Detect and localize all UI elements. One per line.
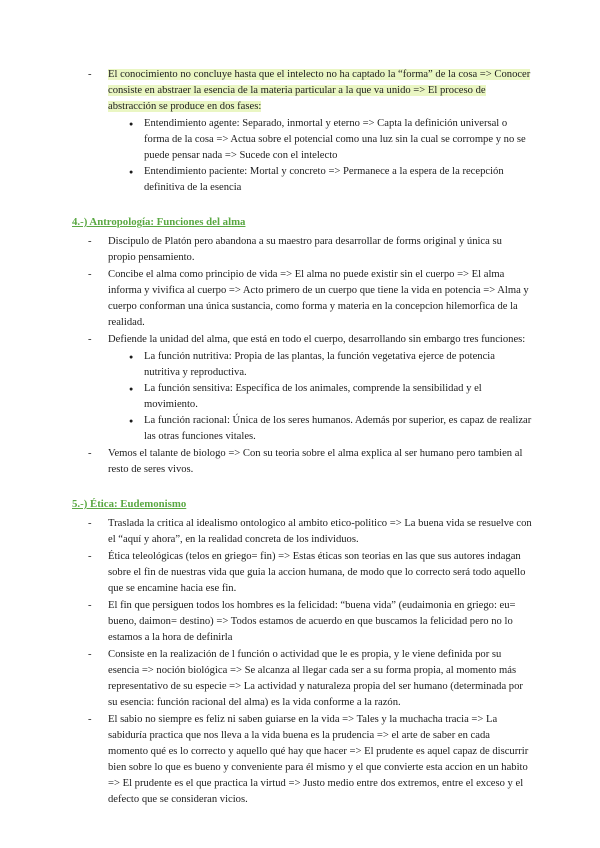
bullet-item: [108, 413, 532, 445]
list-item: [72, 67, 532, 196]
list-item: [72, 598, 532, 646]
bullet-text: La función nutritiva: Propia de las plantas, la función vegetativa ejerce de potencia nutritiva y reproductiva.: [144, 351, 495, 378]
bullet-text: La función racional: Única de los seres humanos. Además por superior, es capaz de realizar las otras funciones vitales.: [144, 415, 532, 442]
bullet-item: [108, 349, 532, 381]
soul-functions-list: [108, 349, 532, 445]
bullet-text: La función sensitiva: Específica de los animales, comprende la sensibilidad y el movimiento.: [144, 383, 482, 410]
paragraph-text: Concibe el alma como principio de vida => El alma no puede existir sin el cuerpo => El alma informa y vivifica al cuerpo => Acto primero de un cuerpo que tiene la vida en potencia => Alma y cuerpo conforman una única sustancia, como forma y materia en la concepcion hilemorfica de la realidad.: [108, 269, 529, 328]
paragraph-text: Traslada la critica al idealismo ontologico al ambito etico-politico => La buena vida se resuelve con el “aquí y ahora”, en la realidad concreta de los individuos.: [108, 518, 532, 545]
list-item: [72, 332, 532, 445]
bullet-item: [108, 116, 532, 164]
paragraph-text: Ética teleológicas (telos en griego= fin) => Estas éticas son teorias en las que sus autores indagan sobre el fin de nuestras vida que guia la accion humana, de modo que lo correcto será todo aquello que se encamine hacia ese fin.: [108, 551, 526, 594]
document-content: [72, 67, 532, 809]
list-item: [72, 712, 532, 808]
list-item: [72, 446, 532, 478]
list-item: [72, 516, 532, 548]
paragraph-text: Consiste en la realización de l función o actividad que le es propia, y le viene definida por su esencia => noción biológica => Se alcanza al llegar cada ser a su forma propia, al momento más representativo de su especie => La actividad y naturaleza propia del ser humano (determinada por su esencia: función racional del alma) es la vida conforme a la razón.: [108, 649, 523, 708]
paragraph-text: El conocimiento no concluye hasta que el intelecto no ha captado la “forma” de la cosa => Conocer consiste en abstraer la esencia de la materia particular a la que va unido => El proceso de abstracción se produce en dos fases:: [108, 69, 531, 112]
paragraph-text: Discipulo de Platón pero abandona a su maestro para desarrollar de forms original y única su propio pensamiento.: [108, 236, 502, 263]
section-list: [72, 234, 532, 478]
bullet-item: [108, 164, 532, 196]
paragraph-text: El fin que persiguen todos los hombres es la felicidad: “buena vida” (eudaimonia en griego: eu= bueno, daimon= destino) => Todos estamos de acuerdo en que buscamos la felicidad pero no lo estamos a la hora de definirla: [108, 600, 516, 643]
section-list: [72, 516, 532, 808]
section-heading: 5.-) Ética: Eudemonismo: [72, 498, 187, 510]
list-item: [72, 267, 532, 331]
list-item: [72, 647, 532, 711]
understanding-bullets: [108, 116, 532, 196]
bullet-text: Entendimiento agente: Separado, inmortal y eterno => Capta la definición universal o forma de la cosa => Actua sobre el potencial como una luz sin la cual se corrompe y no se puede pensar nada => Sucede con el intelecto: [144, 118, 526, 161]
paragraph-text: Vemos el talante de biologo => Con su teoria sobre el alma explica al ser humano pero tambien al resto de seres vivos.: [108, 448, 523, 475]
paragraph-text: El sabio no siempre es feliz ni saben guiarse en la vida => Tales y la muchacha tracia => La sabiduría practica que nos lleva a la vida buena es la prudencia => el arte de saber en cada momento qué es lo correcto y aquello qué hay que hacer => El prudente es aquel capaz de discurrir bien sobre lo que es bueno y conveniente para él mismo y el que convierte esta accion en un habito => El prudente es el que practica la virtud => Justo medio entre dos extremos, entre el exceso y el defecto que se consideran vicios.: [108, 714, 529, 805]
section-heading: 4.-) Antropología: Funciones del alma: [72, 216, 246, 228]
bullet-text: Entendimiento paciente: Mortal y concreto => Permanece a la espera de la recepción definitiva de la esencia: [144, 166, 504, 193]
list-item: [72, 549, 532, 597]
list-item: [72, 234, 532, 266]
paragraph-text: Defiende la unidad del alma, que está en todo el cuerpo, desarrollando sin embargo tres funciones:: [108, 334, 526, 345]
intro-list: [72, 67, 532, 196]
bullet-item: [108, 381, 532, 413]
